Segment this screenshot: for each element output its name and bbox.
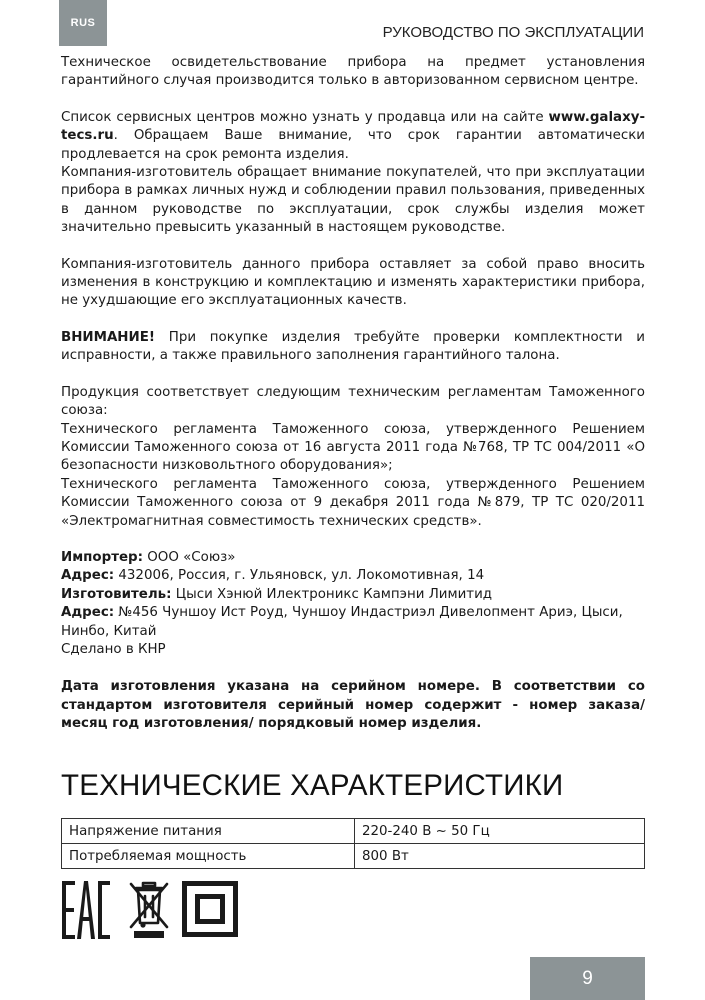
table-row: [62, 819, 645, 844]
spec-value: 800 Вт: [355, 844, 645, 869]
paragraph-design-changes: Компания-изготовитель данного прибора оставляет за собой право вносить изменения в конструкцию и комплектацию и изменять характеристики прибора, не ухудшающие его эксплуатационных качеств.: [61, 256, 645, 309]
document-title: РУКОВОДСТВО ПО ЭКСПЛУАТАЦИИ: [382, 24, 644, 41]
spec-value: 220-240 В ~ 50 Гц: [355, 819, 645, 844]
serial-number-note: Дата изготовления указана на серийном номере. В соответствии со стандартом изготовителя серийный номер содержит - номер заказа/месяц год изготовления/ порядковый номер изделия.: [61, 679, 645, 732]
eac-mark-icon: [61, 881, 111, 939]
importer-label: Импортер:: [61, 549, 143, 565]
country-of-origin: Сделано в КНР: [61, 641, 166, 657]
manufacturer-address-line: [61, 604, 645, 641]
language-tab: RUS: [59, 0, 107, 46]
table-row: [62, 844, 645, 869]
page-number: 9: [530, 957, 645, 1000]
specs-heading: ТЕХНИЧЕСКИЕ ХАРАКТЕРИСТИКИ: [61, 769, 564, 802]
website-link[interactable]: www.galaxy-tecs.ru: [61, 109, 645, 144]
spec-label: Напряжение питания: [62, 819, 355, 844]
warranty-extension-text: . Обращаем Ваше внимание, что срок гарантии автоматически продлевается на срок ремонта изделия.: [61, 128, 645, 162]
body-text: [61, 54, 645, 734]
paragraph-service-centers: [61, 109, 645, 164]
class-ii-double-insulation-icon: [182, 881, 238, 937]
service-centers-text: Список сервисных центров можно узнать у продавца или на сайте: [61, 109, 549, 125]
crossed-bin-icon: [127, 881, 171, 939]
specs-table: [61, 818, 645, 869]
manufacturer-address-value: №456 Чуншоу Ист Роуд, Чуншоу Индастриэл Дивелопмент Ариэ, Цыси, Нинбо, Китай: [61, 605, 623, 639]
importer-address-line: [61, 567, 645, 585]
paragraph-inspection: Техническое освидетельствование прибора на предмет установления гарантийного случая производится только в авторизованном сервисном центре.: [61, 55, 645, 89]
manufacturer-label: Изготовитель:: [61, 586, 172, 602]
paragraph-regulations-intro: Продукция соответствует следующим техническим регламентам Таможенного союза:: [61, 384, 645, 419]
paragraph-regulation-2: Технического регламента Таможенного союза, утвержденного Решением Комиссии Таможенного союза от 9 декабря 2011 года №879, ТР ТС 020/2011 «Электромагнитная совместимость технических средств».: [61, 476, 645, 529]
manufacturer-value: Цыси Хэнюй Илектроникс Кампэни Лимитид: [171, 586, 493, 602]
paragraph-regulation-1: Технического регламента Таможенного союза, утвержденного Решением Комиссии Таможенного союза от 16 августа 2011 года №768, ТР ТС 004/2011 «О безопасности низковольтного оборудования»;: [61, 421, 645, 474]
attention-label: ВНИМАНИЕ!: [61, 329, 155, 345]
attention-text: При покупке изделия требуйте проверки комплектности и исправности, а также правильного заполнения гарантийного талона.: [61, 329, 645, 364]
manufacturer-line: [61, 586, 645, 604]
importer-address-label: Адрес:: [61, 568, 115, 584]
importer-value: ООО «Союз»: [142, 549, 236, 565]
importer-address-value: 432006, Россия, г. Ульяновск, ул. Локомотивная, 14: [114, 568, 485, 584]
manufacturer-address-label: Адрес:: [61, 605, 115, 621]
importer-line: [61, 549, 645, 567]
paragraph-service-life: Компания-изготовитель обращает внимание покупателей, что при эксплуатации прибора в рамках личных нужд и соблюдении правил пользования, приведенных в данном руководстве по эксплуатации, срок службы изделия может значительно превысить указанный в настоящем руководстве.: [61, 165, 645, 236]
spec-label: Потребляемая мощность: [62, 844, 355, 869]
paragraph-attention: [61, 329, 645, 366]
